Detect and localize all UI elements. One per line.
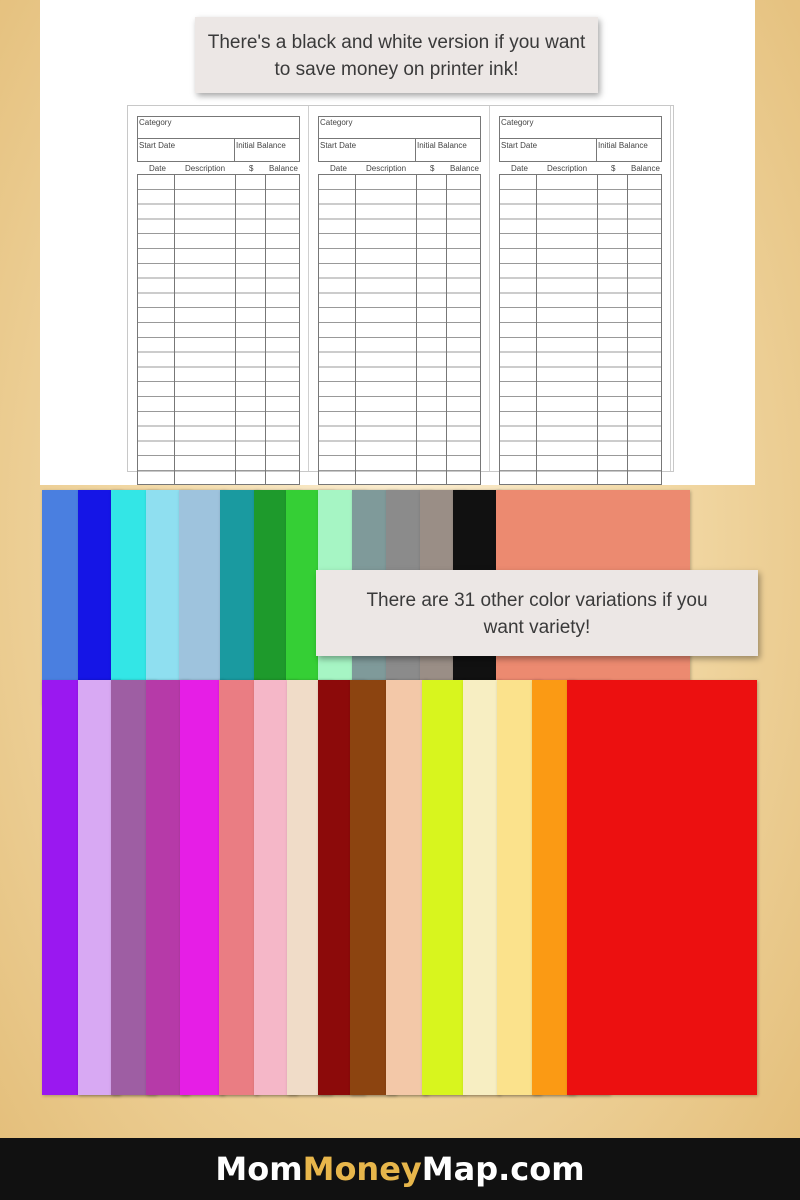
bw-category-label: Category: [320, 118, 353, 127]
bw-header-dollar: $: [249, 164, 254, 173]
bw-header-dollar: $: [611, 164, 616, 173]
bw-start-date-label: Start Date: [320, 141, 357, 150]
color-callout-line-2: want variety!: [483, 617, 591, 638]
site-footer: [0, 1138, 800, 1200]
footer-brand-map: Map.com: [421, 1150, 585, 1188]
bw-header-date: Date: [511, 164, 528, 173]
color-callout-line-1: There are 31 other color variations if you: [366, 590, 708, 611]
bw-initial-balance-label: Initial Balance: [417, 141, 467, 150]
bw-initial-balance-label: Initial Balance: [236, 141, 286, 150]
color-card-row2: [567, 680, 757, 1095]
bw-header-balance: Balance: [631, 164, 660, 173]
bw-header-dollar: $: [430, 164, 435, 173]
bw-header-description: Description: [366, 164, 407, 173]
bw-header-balance: Balance: [269, 164, 298, 173]
bw-header-description: Description: [547, 164, 588, 173]
bw-category-label: Category: [501, 118, 534, 127]
bw-callout-line-2: to save money on printer ink!: [274, 59, 519, 80]
footer-brand-money: Money: [302, 1150, 422, 1188]
bw-callout-line-1: There's a black and white version if you want: [207, 32, 586, 53]
bw-start-date-label: Start Date: [139, 141, 176, 150]
bw-initial-balance-label: Initial Balance: [598, 141, 648, 150]
footer-brand-mom: Mom: [215, 1150, 303, 1188]
bw-header-date: Date: [149, 164, 166, 173]
bw-header-description: Description: [185, 164, 226, 173]
bw-category-label: Category: [139, 118, 172, 127]
bw-start-date-label: Start Date: [501, 141, 538, 150]
color-variations-callout: [316, 570, 758, 656]
bw-header-balance: Balance: [450, 164, 479, 173]
bw-header-date: Date: [330, 164, 347, 173]
